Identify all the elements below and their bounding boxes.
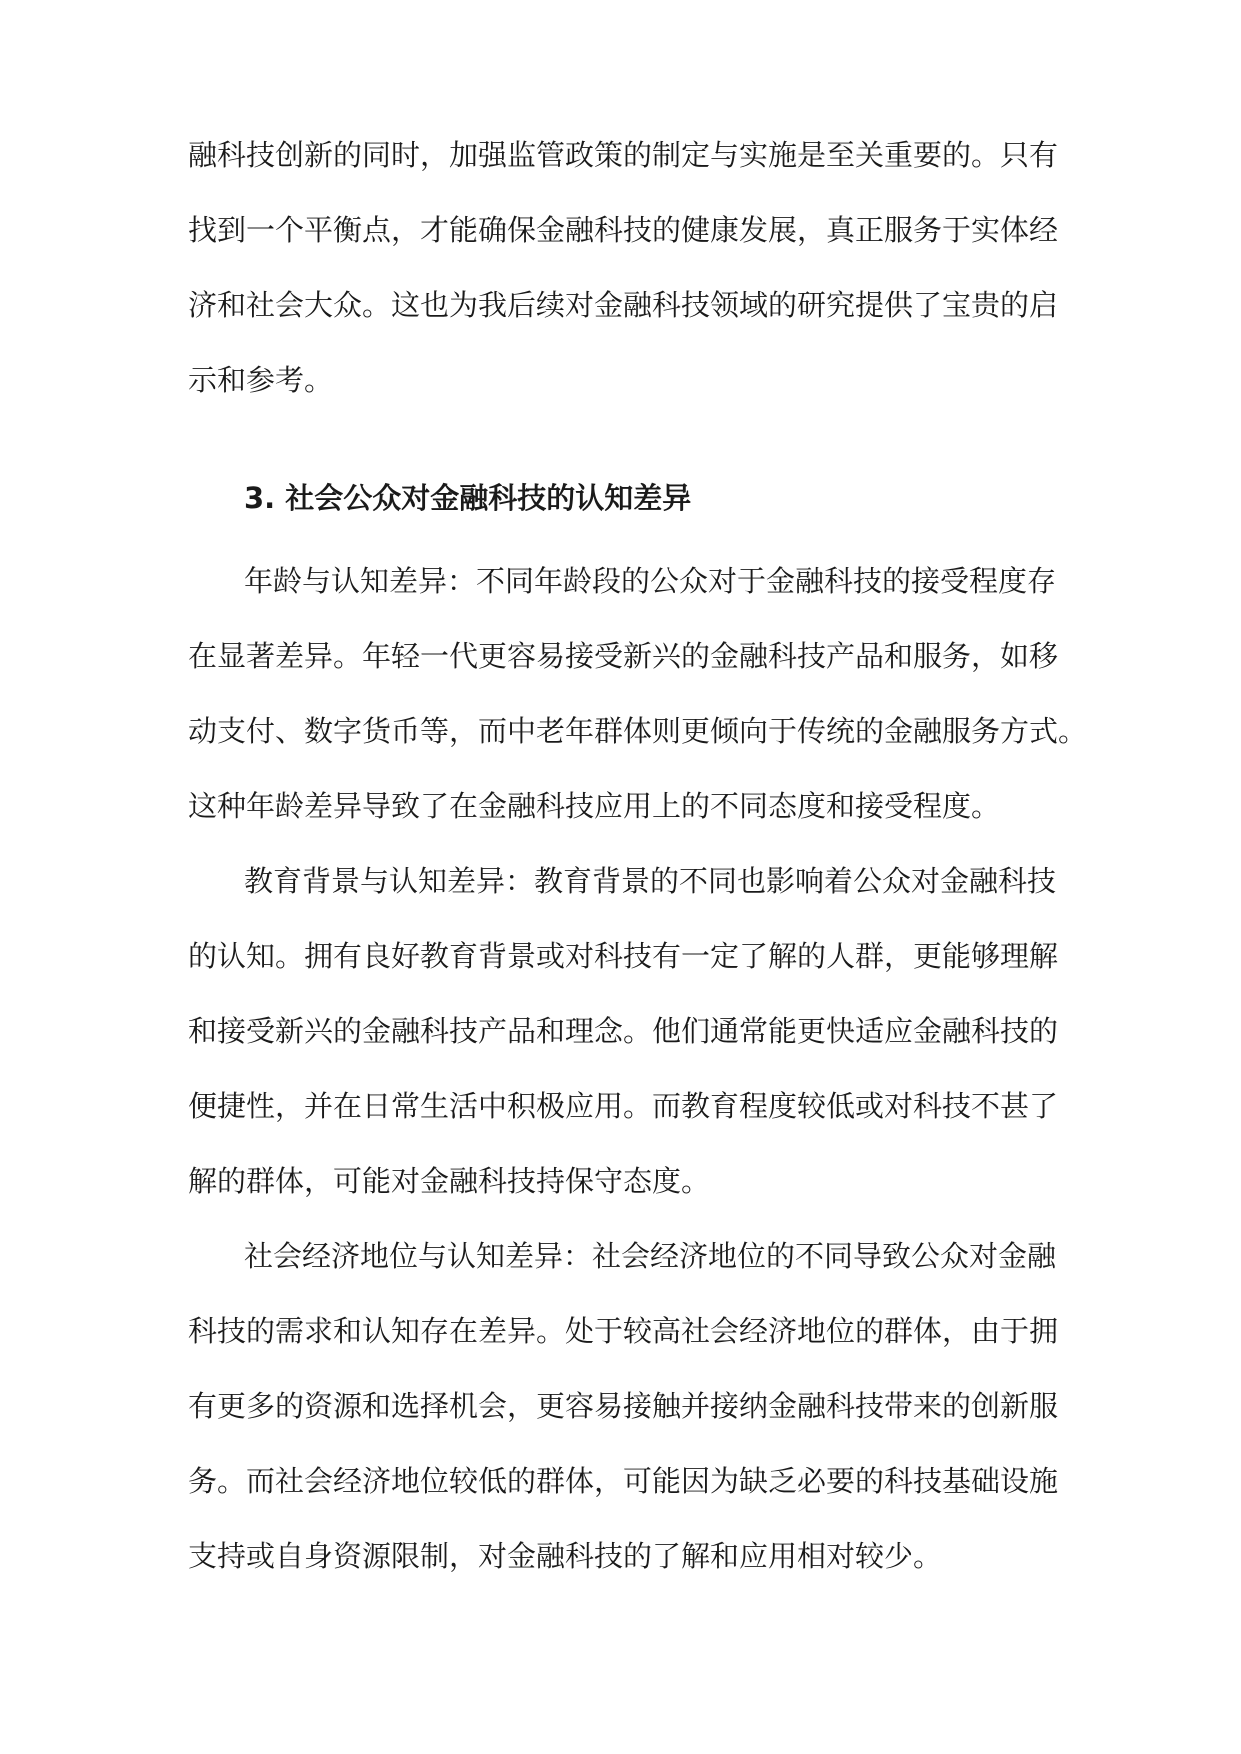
paragraph-2-line-2: 在显著差异。年轻一代更容易接受新兴的金融科技产品和服务，如移 [188, 639, 1059, 673]
paragraph-3-line-4: 便捷性，并在日常生活中积极应用。而教育程度较低或对科技不甚了 [188, 1089, 1059, 1123]
paragraph-2-line-1: 年龄与认知差异：不同年龄段的公众对于金融科技的接受程度存 [244, 564, 1057, 598]
paragraph-4-line-2: 科技的需求和认知存在差异。处于较高社会经济地位的群体，由于拥 [188, 1314, 1059, 1348]
paragraph-1-line-1: 融科技创新的同时，加强监管政策的制定与实施是至关重要的。只有 [188, 138, 1059, 172]
paragraph-4-line-1: 社会经济地位与认知差异：社会经济地位的不同导致公众对金融 [244, 1239, 1057, 1273]
section-heading: 3. 社会公众对金融科技的认知差异 [244, 481, 692, 515]
paragraph-4-line-3: 有更多的资源和选择机会，更容易接触并接纳金融科技带来的创新服 [188, 1389, 1059, 1423]
paragraph-1-line-2: 找到一个平衡点，才能确保金融科技的健康发展，真正服务于实体经 [188, 213, 1059, 247]
paragraph-3-line-3: 和接受新兴的金融科技产品和理念。他们通常能更快适应金融科技的 [188, 1014, 1059, 1048]
paragraph-1-line-4: 示和参考。 [188, 363, 334, 397]
paragraph-2-line-4: 这种年龄差异导致了在金融科技应用上的不同态度和接受程度。 [188, 789, 1001, 823]
paragraph-2-line-3: 动支付、数字货币等，而中老年群体则更倾向于传统的金融服务方式。 [188, 714, 1088, 748]
paragraph-3-line-1: 教育背景与认知差异：教育背景的不同也影响着公众对金融科技 [244, 864, 1057, 898]
paragraph-3-line-2: 的认知。拥有良好教育背景或对科技有一定了解的人群，更能够理解 [188, 939, 1059, 973]
paragraph-1-line-3: 济和社会大众。这也为我后续对金融科技领域的研究提供了宝贵的启 [188, 288, 1059, 322]
paragraph-4-line-4: 务。而社会经济地位较低的群体，可能因为缺乏必要的科技基础设施 [188, 1464, 1059, 1498]
paragraph-3-line-5: 解的群体，可能对金融科技持保守态度。 [188, 1164, 711, 1198]
paragraph-4-line-5: 支持或自身资源限制，对金融科技的了解和应用相对较少。 [188, 1539, 943, 1573]
